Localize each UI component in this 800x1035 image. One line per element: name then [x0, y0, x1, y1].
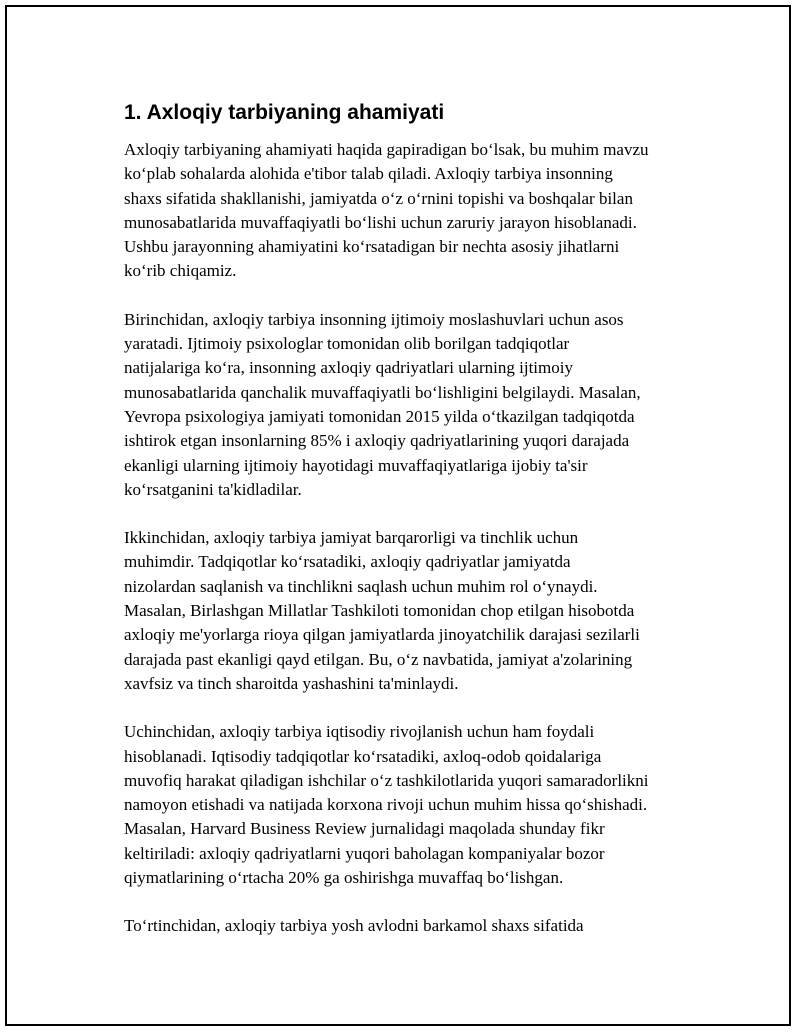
paragraph-second-point: [124, 526, 704, 696]
text-line: ko‘plab sohalarda alohida e'tibor talab qiladi. Axloqiy tarbiya insonning: [124, 164, 613, 184]
text-line: ishtirok etgan insonlarning 85% i axloqiy qadriyatlarining yuqori darajada: [124, 431, 630, 451]
text-line: namoyon etishadi va natijada korxona rivoji uchun muhim hissa qo‘shishadi.: [124, 795, 648, 815]
text-line: muvofiq harakat qiladigan ishchilar o‘z tashkilotlarida yuqori samaradorlikni: [124, 770, 649, 790]
paragraph-fourth-point: [124, 914, 704, 938]
text-line: Uchinchidan, axloqiy tarbiya iqtisodiy rivojlanish uchun ham foydali: [124, 722, 595, 742]
text-line: To‘rtinchidan, axloqiy tarbiya yosh avlodni barkamol shaxs sifatida: [124, 916, 584, 936]
text-line: darajada past ekanligi qayd etilgan. Bu, o‘z navbatida, jamiyat a'zolarining: [124, 649, 633, 669]
text-line: Masalan, Harvard Business Review jurnalidagi maqolada shunday fikr: [124, 819, 605, 839]
paragraph-third-point: [124, 720, 704, 890]
text-line: Axloqiy tarbiyaning ahamiyati haqida gapiradigan bo‘lsak, bu muhim mavzu: [124, 140, 649, 159]
text-line: Ushbu jarayonning ahamiyatini ko‘rsatadigan bir nechta asosiy jihatlarni: [124, 237, 620, 257]
paragraph-intro: [124, 138, 704, 284]
page-frame: [5, 5, 791, 1026]
text-line: nizolardan saqlanish va tinchlikni saqlash uchun muhim rol o‘ynaydi.: [124, 576, 598, 596]
text-line: Birinchidan, axloqiy tarbiya insonning ijtimoiy moslashuvlari uchun asos: [124, 309, 624, 329]
text-line: Masalan, Birlashgan Millatlar Tashkiloti tomonidan chop etilgan hisobotda: [124, 601, 635, 621]
text-line: muhimdir. Tadqiqotlar ko‘rsatadiki, axloqiy qadriyatlar jamiyatda: [124, 552, 571, 572]
text-line: shaxs sifatida shakllanishi, jamiyatda o‘z o‘rnini topishi va boshqalar bilan: [124, 188, 633, 208]
text-line: Ikkinchidan, axloqiy tarbiya jamiyat barqarorligi va tinchlik uchun: [124, 528, 579, 548]
text-line: Yevropa psixologiya jamiyati tomonidan 2015 yilda o‘tkazilgan tadqiqotda: [124, 406, 635, 426]
document-body: [124, 99, 704, 963]
paragraph-first-point: [124, 308, 704, 502]
text-line: munosabatlarida muvaffaqiyatli bo‘lishi uchun zaruriy jarayon hisoblanadi.: [124, 212, 637, 232]
section-heading: 1. Axloqiy tarbiyaning ahamiyati: [124, 101, 445, 124]
text-line: xavfsiz va tinch sharoitda yashashini ta'minlaydi.: [124, 673, 459, 693]
text-line: axloqiy me'yorlarga rioya qilgan jamiyatlarda jinoyatchilik darajasi sezilarli: [124, 625, 640, 645]
text-line: hisoblanadi. Iqtisodiy tadqiqotlar ko‘rsatadiki, axloq-odob qoidalariga: [124, 746, 602, 766]
text-line: ko‘rib chiqamiz.: [124, 261, 237, 281]
text-line: keltiriladi: axloqiy qadriyatlarni yuqori baholagan kompaniyalar bozor: [124, 843, 605, 863]
text-line: yaratadi. Ijtimoiy psixologlar tomonidan olib borilgan tadqiqotlar: [124, 334, 570, 354]
text-line: munosabatlarida qanchalik muvaffaqiyatli bo‘lishligini belgilaydi. Masalan,: [124, 382, 641, 402]
text-line: qiymatlarining o‘rtacha 20% ga oshirishga muvaffaq bo‘lishgan.: [124, 868, 564, 888]
text-line: ekanligi ularning ijtimoiy hayotidagi muvaffaqiyatlariga ijobiy ta'sir: [124, 455, 588, 475]
text-line: ko‘rsatganini ta'kidladilar.: [124, 479, 302, 499]
text-line: natijalariga ko‘ra, insonning axloqiy qadriyatlari ularning ijtimoiy: [124, 358, 573, 378]
